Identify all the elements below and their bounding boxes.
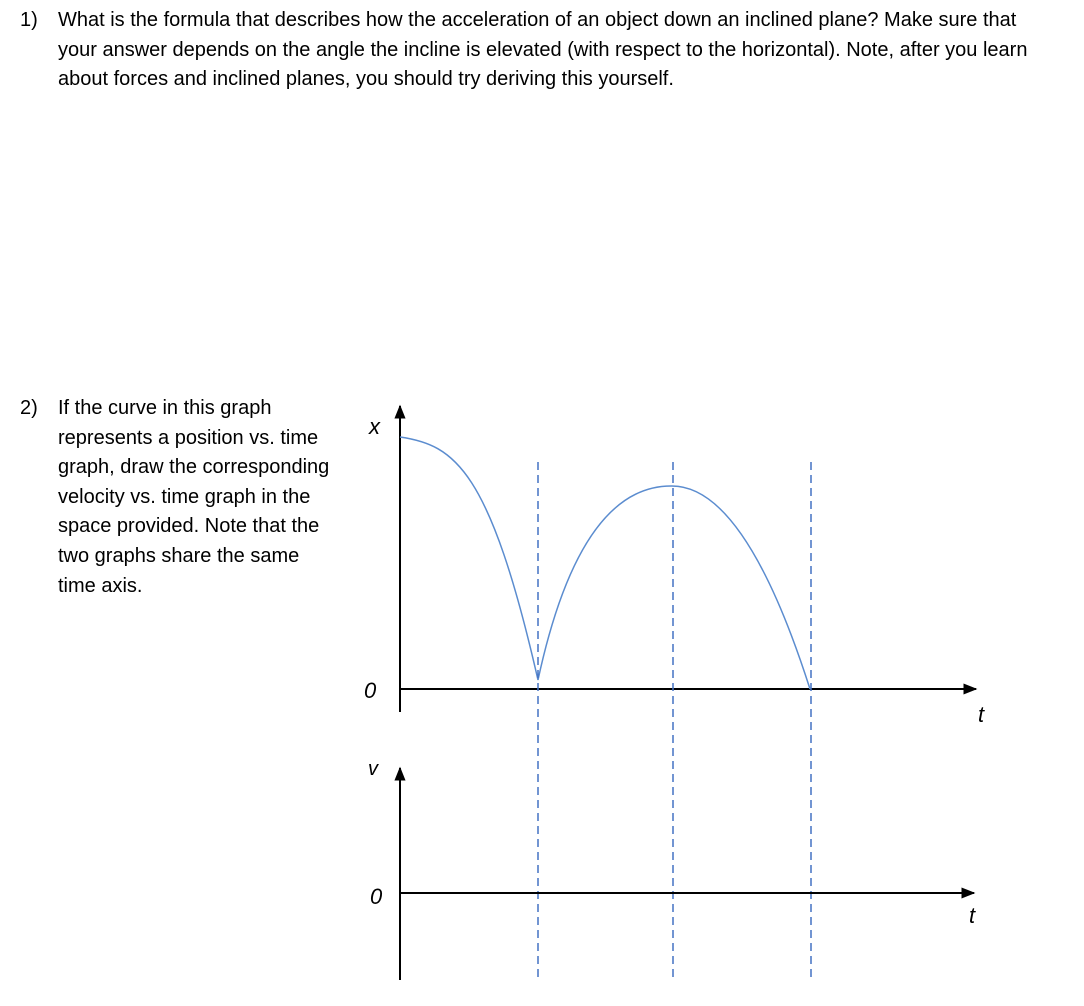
position-curve xyxy=(400,437,810,689)
time-guides xyxy=(538,462,811,980)
position-t-label: t xyxy=(978,702,985,727)
question-2-text: If the curve in this graph represents a position vs. time graph, draw the corresponding velocity vs. time graph in the space provided. Note that the two graphs share the same time axis. xyxy=(58,397,330,597)
position-graph xyxy=(364,406,985,727)
question-2-number: 2) xyxy=(20,397,38,419)
question-1-text: What is the formula that describes how the acceleration of an object down an inclined plane? Make sure that your answer depends on the angle the incline is elevated (with respect to the horizontal). Note, after you learn about forces and inclined planes, you should try deriving this yourself. xyxy=(58,9,1028,91)
velocity-graph xyxy=(368,758,976,980)
velocity-origin-label: 0 xyxy=(370,884,383,909)
velocity-y-label: v xyxy=(368,758,378,780)
position-y-label: x xyxy=(369,414,380,439)
position-origin-label: 0 xyxy=(364,678,377,703)
question-1-number: 1) xyxy=(20,9,38,31)
velocity-t-label: t xyxy=(969,903,976,928)
